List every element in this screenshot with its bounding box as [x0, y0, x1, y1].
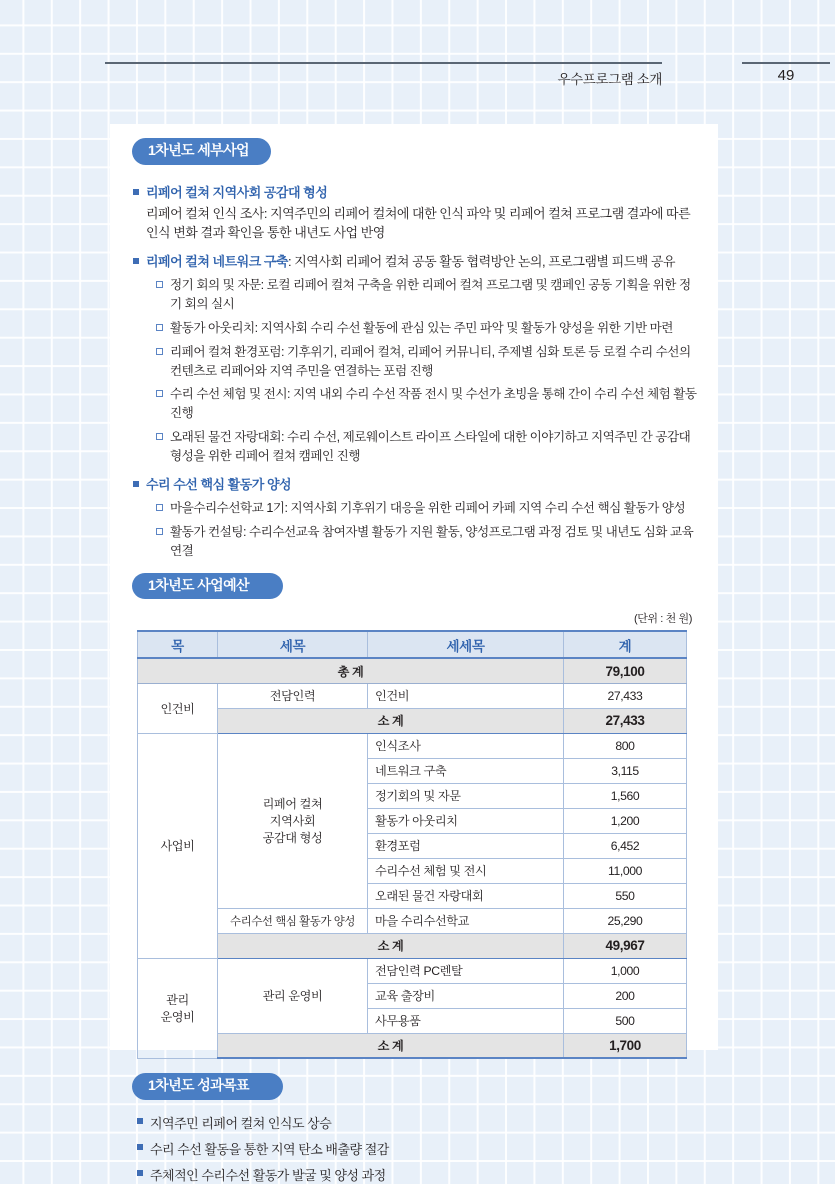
category-line: 관리	[166, 993, 189, 1008]
table-row	[138, 908, 687, 933]
content-card	[110, 124, 718, 1183]
cell-subcategory: 수리수선 핵심 활동가 양성	[218, 908, 368, 933]
content-card-inner	[132, 138, 702, 1184]
cell-amount: 500	[564, 1008, 687, 1033]
cell-amount: 1,560	[564, 783, 687, 808]
cell-category: 인건비	[138, 683, 218, 733]
bullet-level2: 활동가 아웃리치: 지역사회 수리 수선 활동에 관심 있는 주민 파악 및 활동가 양성을 위한 기반 마련	[156, 319, 702, 338]
goal-item: 수리 수선 활동을 통한 지역 탄소 배출량 절감	[136, 1139, 702, 1158]
goal-item: 지역주민 리페어 컬쳐 인식도 상승	[136, 1113, 702, 1132]
bullet-level1	[132, 183, 702, 202]
subtotal-amount: 1,700	[564, 1033, 687, 1058]
cell-category: 사업비	[138, 733, 218, 958]
bullet-level2: 활동가 컨설팅: 수리수선교육 참여자별 활동가 지원 활동, 양성프로그램 과정 검토 및 내년도 심화 교육 연결	[156, 523, 702, 561]
section-pill-budget: 1차년도 사업예산	[132, 573, 283, 600]
subcategory-line: 지역사회	[269, 814, 316, 829]
cell-item: 오래된 물건 자랑대회	[368, 883, 564, 908]
cell-item: 활동가 아웃리치	[368, 808, 564, 833]
cell-item: 정기회의 및 자문	[368, 783, 564, 808]
cell-item: 네트워크 구축	[368, 758, 564, 783]
bullet-level2: 마을수리수선학교 1기: 지역사회 기후위기 대응을 위한 리페어 카페 지역 수리 수선 핵심 활동가 양성	[156, 499, 702, 518]
table-row	[138, 683, 687, 708]
bullet-level1-title: 리페어 컬쳐 지역사회 공감대 형성	[146, 184, 328, 200]
bullet-level2: 수리 수선 체험 및 전시: 지역 내외 수리 수선 작품 전시 및 수선가 초빙을 통해 간이 수리 수선 체험 활동 진행	[156, 385, 702, 423]
section-pill-goals: 1차년도 성과목표	[132, 1073, 283, 1100]
cell-amount: 25,290	[564, 908, 687, 933]
table-row-subtotal	[138, 1033, 687, 1058]
column-header-subcategory: 세목	[218, 631, 368, 658]
cell-amount: 6,452	[564, 833, 687, 858]
cell-subcategory	[218, 733, 368, 908]
cell-amount: 3,115	[564, 758, 687, 783]
total-amount: 79,100	[564, 658, 687, 683]
cell-amount: 1,200	[564, 808, 687, 833]
cell-amount: 200	[564, 983, 687, 1008]
subtotal-amount: 49,967	[564, 933, 687, 958]
header-rule-pagenumber	[742, 62, 830, 64]
section-budget	[132, 573, 702, 1060]
bullet-level2: 리페어 컬쳐 환경포럼: 기후위기, 리페어 컬쳐, 리페어 커뮤니티, 주제별 심화 토론 등 로컬 수리 수선의 컨텐츠로 리페어와 지역 주민을 연결하는 포럼 진행	[156, 343, 702, 381]
table-row-subtotal	[138, 933, 687, 958]
category-line: 운영비	[160, 1010, 195, 1025]
bullet-level2: 정기 회의 및 자문: 로컬 리페어 컬쳐 구축을 위한 리페어 컬쳐 프로그램 및 캠페인 공동 기획을 위한 정기 회의 실시	[156, 276, 702, 314]
table-row	[138, 733, 687, 758]
page-running-header	[105, 62, 835, 102]
table-row-subtotal	[138, 708, 687, 733]
cell-amount: 550	[564, 883, 687, 908]
subcategory-line: 공감대 형성	[262, 831, 323, 846]
cell-item: 전담인력 PC렌탈	[368, 958, 564, 983]
subtotal-label: 소 계	[218, 1033, 564, 1058]
cell-subcategory: 전담인력	[218, 683, 368, 708]
total-label: 총 계	[138, 658, 564, 683]
bullet-level1	[132, 475, 702, 494]
subtotal-label: 소 계	[218, 933, 564, 958]
cell-amount: 800	[564, 733, 687, 758]
section-goals	[132, 1073, 702, 1184]
page-number: 49	[777, 67, 795, 84]
table-header-row	[138, 631, 687, 658]
bullet-level2: 오래된 물건 자랑대회: 수리 수선, 제로웨이스트 라이프 스타일에 대한 이야기하고 지역주민 간 공감대 형성을 위한 리페어 컬쳐 캠페인 진행	[156, 428, 702, 466]
cell-category	[138, 958, 218, 1058]
cell-item: 수리수선 체험 및 전시	[368, 858, 564, 883]
subcategory-line: 리페어 컬쳐	[262, 797, 323, 812]
cell-amount: 27,433	[564, 683, 687, 708]
bullet-level1	[132, 252, 702, 271]
goal-item: 주체적인 수리수선 활동가 발굴 및 양성 과정	[136, 1165, 702, 1184]
cell-amount: 1,000	[564, 958, 687, 983]
cell-item: 교육 출장비	[368, 983, 564, 1008]
bullet-paragraph: 리페어 컬쳐 인식 조사: 지역주민의 리페어 컬쳐에 대한 인식 파악 및 리페어 컬쳐 프로그램 결과에 따른 인식 변화 결과 확인을 통한 내년도 사업 반영	[146, 205, 691, 241]
cell-subcategory: 관리 운영비	[218, 958, 368, 1033]
section-pill-detail-plan: 1차년도 세부사업	[132, 138, 271, 165]
cell-item: 환경포럼	[368, 833, 564, 858]
header-title: 우수프로그램 소개	[557, 72, 662, 87]
column-header-amount: 계	[564, 631, 687, 658]
cell-item: 마을 수리수선학교	[368, 908, 564, 933]
subtotal-amount: 27,433	[564, 708, 687, 733]
cell-item: 사무용품	[368, 1008, 564, 1033]
bullet-level1-title: 리페어 컬쳐 네트워크 구축	[146, 253, 288, 269]
cell-amount: 11,000	[564, 858, 687, 883]
budget-table	[137, 630, 687, 1059]
section-detail-plan	[132, 138, 702, 561]
table-row	[138, 958, 687, 983]
table-row-total	[138, 658, 687, 683]
subtotal-label: 소 계	[218, 708, 564, 733]
column-header-item: 세세목	[368, 631, 564, 658]
budget-unit-note: (단위 : 천 원)	[633, 613, 692, 626]
cell-item: 인건비	[368, 683, 564, 708]
bullet-level1-title: 수리 수선 핵심 활동가 양성	[146, 476, 292, 492]
cell-item: 인식조사	[368, 733, 564, 758]
bullet-level1-rest: : 지역사회 리페어 컬쳐 공동 활동 협력방안 논의, 프로그램별 피드백 공유	[287, 253, 676, 269]
header-rule-title	[105, 62, 662, 64]
column-header-category: 목	[138, 631, 218, 658]
